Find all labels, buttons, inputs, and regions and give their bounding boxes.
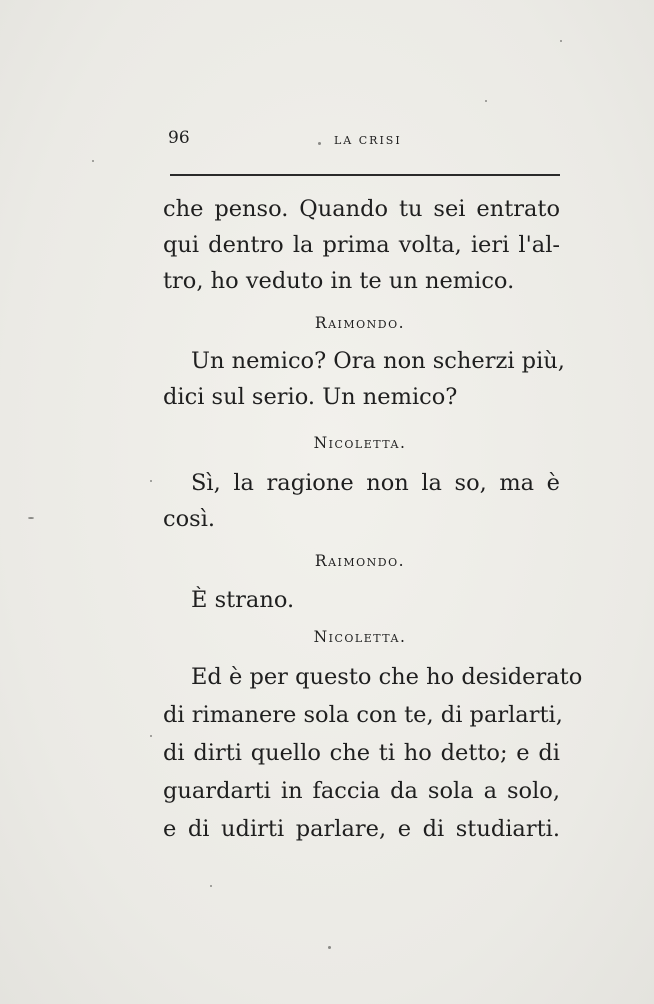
paper-speck [92,160,94,162]
paper-speck [28,517,34,519]
paper-speck [150,735,152,737]
text-line: qui dentro la prima volta, ieri l'al- [163,232,560,258]
paper-speck [210,885,212,887]
speech [163,465,560,537]
text-line: È strano. [191,587,295,613]
page-number: 96 [168,128,190,148]
text-line: che penso. Quando tu sei entrato [163,196,560,222]
speech [163,582,560,618]
text-line: guardarti in faccia da sola a solo, [163,778,560,804]
speaker-name: Nicoletta. [313,434,407,452]
paper-speck [485,100,487,102]
text-line: di dirti quello che ti ho detto; e di [163,740,560,766]
speech [163,343,565,415]
speaker-name: Nicoletta. [313,628,407,646]
text-line: di rimanere sola con te, di parlarti, [163,702,563,728]
text-line: Sì, la ragione non la so, ma è [191,470,560,496]
paper-speck [150,480,152,482]
text-line: così. [163,506,216,532]
paper-speck [560,40,562,42]
text-line: tro, ho veduto in te un nemico. [163,268,515,294]
paper-speck [328,946,331,949]
text-line: Ed è per questo che ho desiderato [191,664,583,690]
speech [163,658,583,848]
speaker-name: Raimondo. [314,314,406,332]
speaker-name: Raimondo. [314,552,406,570]
page-header [168,128,560,156]
running-title: LA CRISI [334,134,402,147]
text-line: e di udirti parlare, e di studiarti. [163,816,560,842]
paper-speck [318,142,321,145]
text-line: dici sul serio. Un nemico? [163,384,458,410]
text-line: Un nemico? Ora non scherzi più, [191,348,565,374]
header-rule [170,174,560,176]
speech-continuation [163,191,560,299]
